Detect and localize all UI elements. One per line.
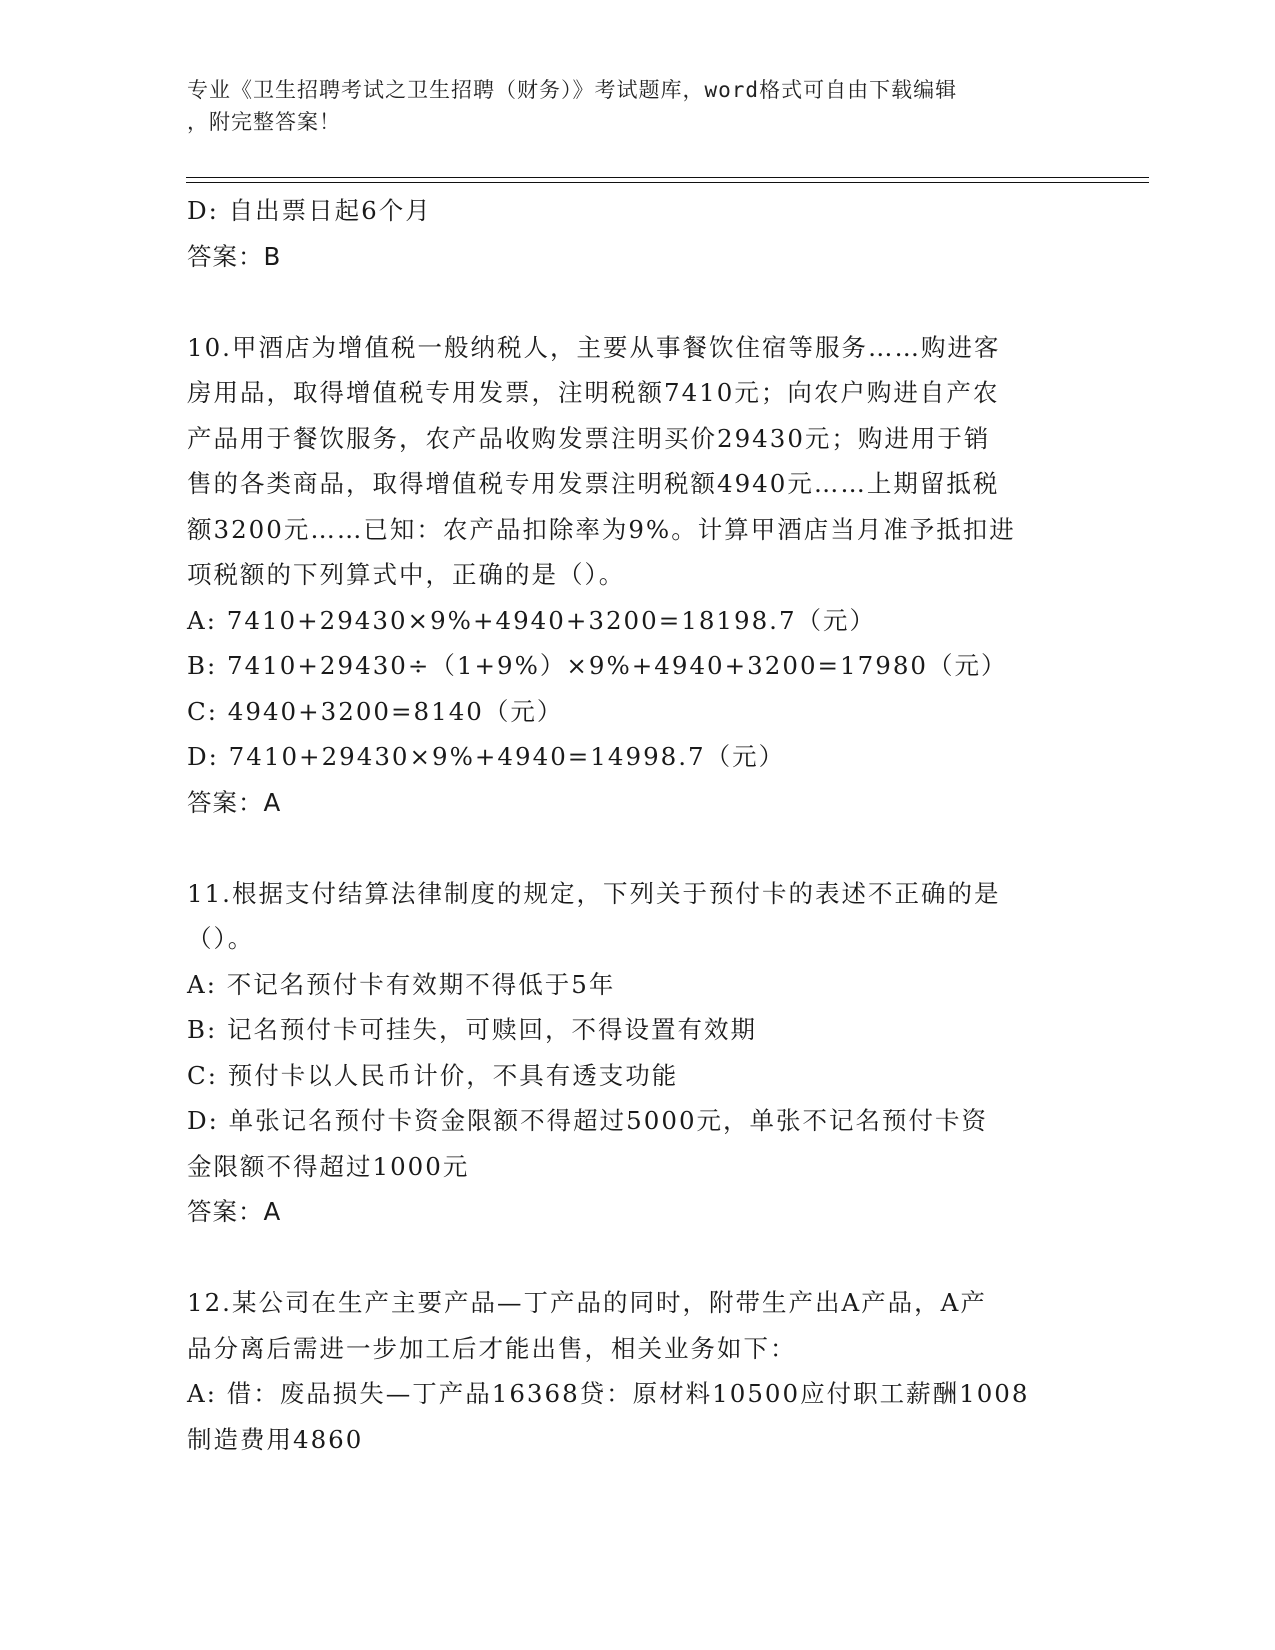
option-a: A: 7410+29430×9%+4940+3200=18198.7（元） — [187, 605, 877, 635]
question-text-line: 项税额的下列算式中，正确的是（）。 — [187, 560, 626, 589]
option-c: C: 4940+3200=8140（元） — [187, 696, 564, 726]
question-text-line: （）。 — [187, 924, 255, 953]
option-c: C: 预付卡以人民币计价，不具有透支功能 — [187, 1060, 679, 1090]
option-d: D: 单张记名预付卡资金限额不得超过5000元，单张不记名预付卡资 — [187, 1106, 989, 1135]
question-text-line: 10.甲酒店为增值税一般纳税人，主要从事餐饮住宿等服务……购进客 — [187, 332, 1001, 362]
option-b: B: 7410+29430÷（1+9%）×9%+4940+3200=17980（元） — [187, 651, 1008, 680]
answer: 答案：A — [187, 1197, 282, 1226]
question-11 — [187, 871, 1087, 1235]
answer: 答案：A — [187, 787, 282, 817]
option-b: B: 记名预付卡可挂失，可赎回，不得设置有效期 — [187, 1015, 758, 1044]
header-divider-bottom — [186, 182, 1149, 183]
document-header — [187, 74, 1087, 138]
option-a: A: 不记名预付卡有效期不得低于5年 — [187, 969, 616, 999]
question-10 — [187, 325, 1087, 826]
header-line-2: ，附完整答案！ — [187, 110, 341, 134]
answer: 答案：B — [187, 241, 282, 271]
option-d-continued: 金限额不得超过1000元 — [187, 1151, 470, 1181]
document-body — [187, 188, 1087, 1462]
option-d: D: 7410+29430×9%+4940=14998.7（元） — [187, 742, 786, 771]
option-d: D: 自出票日起6个月 — [187, 196, 432, 225]
option-a-continued: 制造费用4860 — [187, 1424, 364, 1454]
question-text-line: 额3200元……已知：农产品扣除率为9%。计算甲酒店当月准予抵扣进 — [187, 514, 1016, 544]
question-12 — [187, 1280, 1087, 1462]
question-text-line: 品分离后需进一步加工后才能出售，相关业务如下： — [187, 1333, 797, 1363]
question-text-line: 售的各类商品，取得增值税专用发票注明税额4940元……上期留抵税 — [187, 469, 1000, 498]
option-a: A: 借：废品损失—丁产品16368贷：原材料10500应付职工薪酬1008 — [187, 1379, 1030, 1408]
question-text-line: 11.根据支付结算法律制度的规定，下列关于预付卡的表述不正确的是 — [187, 878, 1001, 908]
header-line-1: 专业《卫生招聘考试之卫生招聘（财务）》考试题库，word格式可自由下载编辑 — [187, 78, 958, 102]
question-text-line: 产品用于餐饮服务，农产品收购发票注明买价29430元；购进用于销 — [187, 423, 991, 453]
question-text-line: 12.某公司在生产主要产品—丁产品的同时，附带生产出A产品，A产 — [187, 1288, 987, 1317]
question-text-line: 房用品，取得增值税专用发票，注明税额7410元；向农户购进自产农 — [187, 378, 1000, 407]
prev-question-tail — [187, 188, 1087, 279]
header-divider-top — [186, 177, 1149, 178]
